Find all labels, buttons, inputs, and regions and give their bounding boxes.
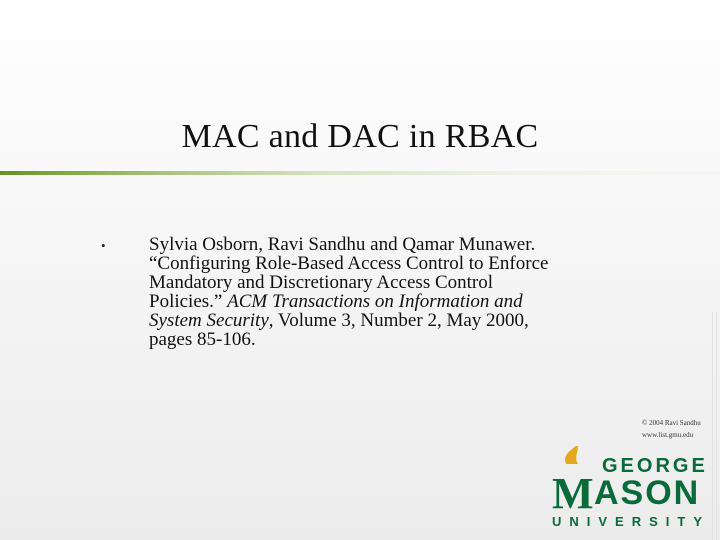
- citation-line: [149, 292, 604, 311]
- george-mason-university-logo: [548, 446, 710, 530]
- logo-ason: ASON: [594, 474, 701, 512]
- copyright-text: © 2004 Ravi Sandhu: [642, 419, 701, 427]
- title-divider: [0, 171, 720, 175]
- citation-line: Mandatory and Discretionary Access Control: [149, 272, 494, 293]
- citation-text-span: , Volume 3, Number 2, May 2000,: [268, 310, 529, 331]
- copyright-notice: [642, 417, 712, 441]
- citation-line: “Configuring Role-Based Access Control to Enforce: [149, 253, 549, 274]
- decorative-line: [716, 312, 717, 540]
- logo-flame-icon: [565, 446, 578, 464]
- logo-m: M: [552, 469, 594, 518]
- journal-name-part1: ACM Transactions on Information and: [227, 291, 523, 312]
- website-text: www.list.gmu.edu: [642, 431, 694, 439]
- citation-text-span: Policies.”: [149, 291, 223, 312]
- journal-name-part2: System Security: [149, 310, 269, 331]
- citation-line: Sylvia Osborn, Ravi Sandhu and Qamar Munawer.: [149, 234, 536, 255]
- logo-george: GEORGE: [602, 455, 708, 477]
- logo-university: UNIVERSITY: [552, 514, 710, 529]
- citation-line: pages 85-106.: [149, 329, 256, 350]
- citation-line: [149, 311, 604, 330]
- bullet-marker: •: [101, 238, 106, 253]
- slide-title: MAC and DAC in RBAC: [181, 118, 539, 155]
- citation-text: [149, 235, 604, 349]
- decorative-line: [712, 312, 713, 540]
